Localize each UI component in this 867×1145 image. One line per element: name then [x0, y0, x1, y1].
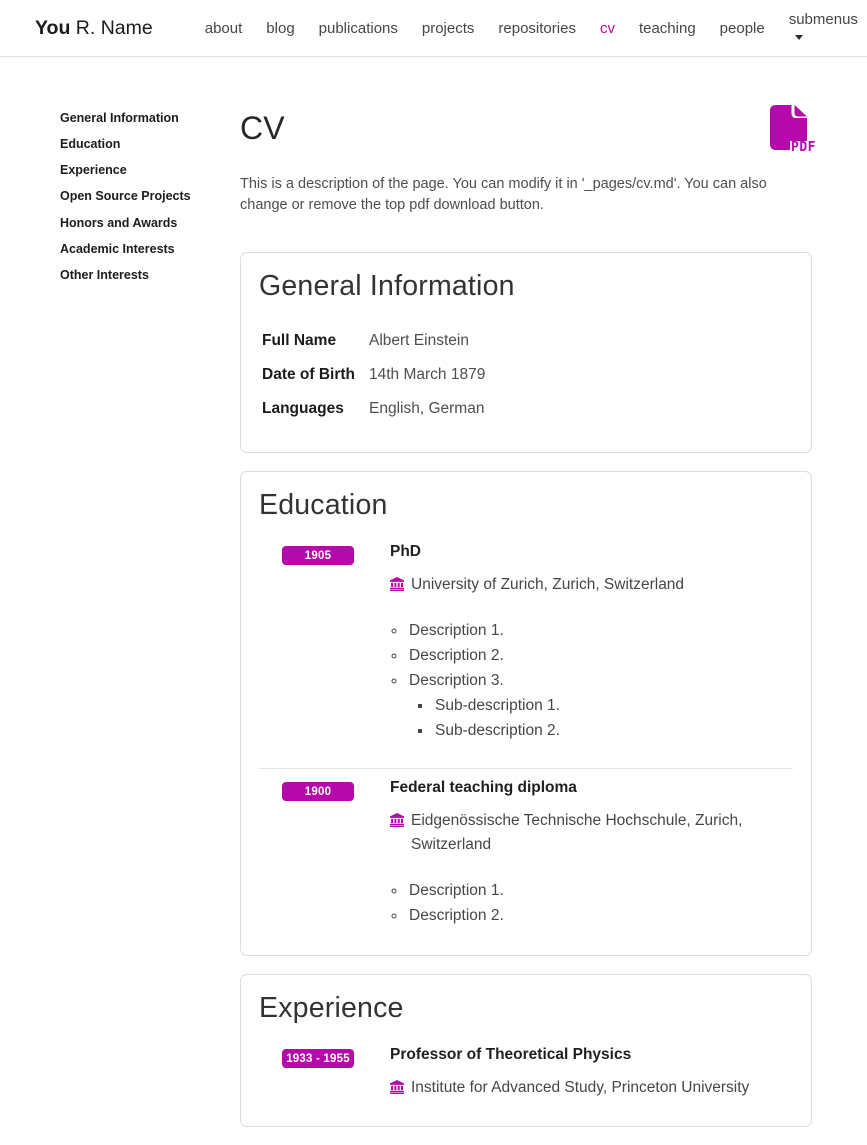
toc-item-honors-and-awards[interactable]: Honors and Awards [60, 215, 178, 230]
year-badge: 1900 [282, 782, 354, 801]
pdf-icon-label: PDF [791, 140, 816, 155]
brand-last-name: R. Name [70, 16, 153, 39]
entry-year-column [282, 543, 354, 744]
section-card-experience [240, 974, 812, 1127]
description-list [390, 879, 793, 928]
description-list [390, 619, 793, 742]
nav-item-people[interactable]: people [719, 19, 765, 37]
entry-year-column [282, 779, 354, 929]
list-item: ▪ Sub-description 2. [433, 719, 793, 743]
entry-divider [259, 768, 793, 769]
info-table [259, 324, 793, 426]
university-icon [390, 577, 404, 591]
toc-item-education[interactable]: Education [60, 137, 121, 152]
sub-description-list [409, 694, 793, 743]
institution-text: Institute for Advanced Study, Princeton University [411, 1078, 750, 1096]
entry-body [390, 779, 793, 929]
entry-institution [390, 1076, 793, 1100]
institution-text: University of Zurich, Zurich, Switzerland [411, 576, 685, 594]
section-title: Education [259, 489, 388, 522]
year-badge: 1933 - 1955 [282, 1049, 354, 1068]
nav-item-submenus[interactable] [781, 3, 866, 53]
timeline-entry [259, 779, 793, 929]
nav-item-projects[interactable]: projects [421, 19, 475, 37]
entry-body [390, 1046, 793, 1100]
nav-links [193, 3, 867, 53]
list-item: ▪ Sub-description 1. [433, 694, 793, 718]
table-row [259, 358, 793, 392]
list-item: ◦ Description 2. [407, 644, 793, 668]
entry-institution [390, 573, 793, 597]
nav-item-blog[interactable]: blog [266, 19, 295, 37]
table-row [259, 392, 793, 426]
institution-text: Eidgenössische Technische Hochschule, Zurich, Switzerland [411, 811, 743, 853]
list-item: ◦ Description 2. [407, 904, 793, 928]
pdf-download-button[interactable] [770, 105, 816, 155]
table-row [259, 324, 793, 358]
timeline-entry [259, 1046, 793, 1100]
section-card-education [240, 471, 812, 956]
year-badge: 1905 [282, 546, 354, 565]
page-layout [0, 57, 867, 1145]
info-label: Full Name [262, 332, 337, 350]
info-value: Albert Einstein [369, 332, 469, 350]
list-item [407, 669, 793, 742]
nav-item-about[interactable]: about [204, 19, 243, 37]
list-item-text: Description 3. [409, 672, 504, 690]
info-value: 14th March 1879 [369, 366, 486, 384]
brand-first-name: You [35, 16, 71, 39]
section-card-general-information [240, 252, 812, 453]
entry-institution [390, 809, 793, 857]
nav-item-submenus-label: submenus [788, 11, 858, 28]
entry-title: PhD [390, 543, 421, 561]
main-content [240, 110, 816, 1145]
timeline-entry [259, 543, 793, 744]
page-title: CV [240, 110, 285, 146]
section-title: Experience [259, 991, 404, 1024]
chevron-down-icon [795, 35, 803, 40]
top-navbar [0, 0, 867, 57]
info-value: English, German [369, 400, 485, 418]
entry-year-column [282, 1046, 354, 1100]
table-of-contents [60, 112, 240, 1145]
section-title: General Information [259, 270, 515, 303]
page-description: This is a description of the page. You can modify it in '_pages/cv.md'. You can also change or remove the top pdf download button. [240, 176, 767, 214]
university-icon [390, 1080, 404, 1094]
list-item: ◦ Description 1. [407, 879, 793, 903]
university-icon [390, 813, 404, 827]
nav-item-cv[interactable]: cv [599, 19, 615, 37]
toc-item-academic-interests[interactable]: Academic Interests [60, 241, 175, 256]
nav-item-publications[interactable]: publications [318, 19, 398, 37]
entry-title: Professor of Theoretical Physics [390, 1045, 632, 1063]
list-item: ◦ Description 1. [407, 619, 793, 643]
entry-title: Federal teaching diploma [390, 778, 577, 796]
nav-item-teaching[interactable]: teaching [638, 19, 696, 37]
toc-item-other-interests[interactable]: Other Interests [60, 267, 149, 282]
toc-item-open-source-projects[interactable]: Open Source Projects [60, 189, 191, 204]
nav-item-repositories[interactable]: repositories [498, 19, 576, 37]
info-label: Date of Birth [262, 366, 355, 384]
info-label: Languages [262, 400, 344, 418]
entry-body [390, 543, 793, 744]
toc-item-general-information[interactable]: General Information [60, 111, 179, 125]
site-brand[interactable] [35, 17, 153, 40]
toc-item-experience[interactable]: Experience [60, 163, 127, 178]
page-header [240, 110, 816, 155]
